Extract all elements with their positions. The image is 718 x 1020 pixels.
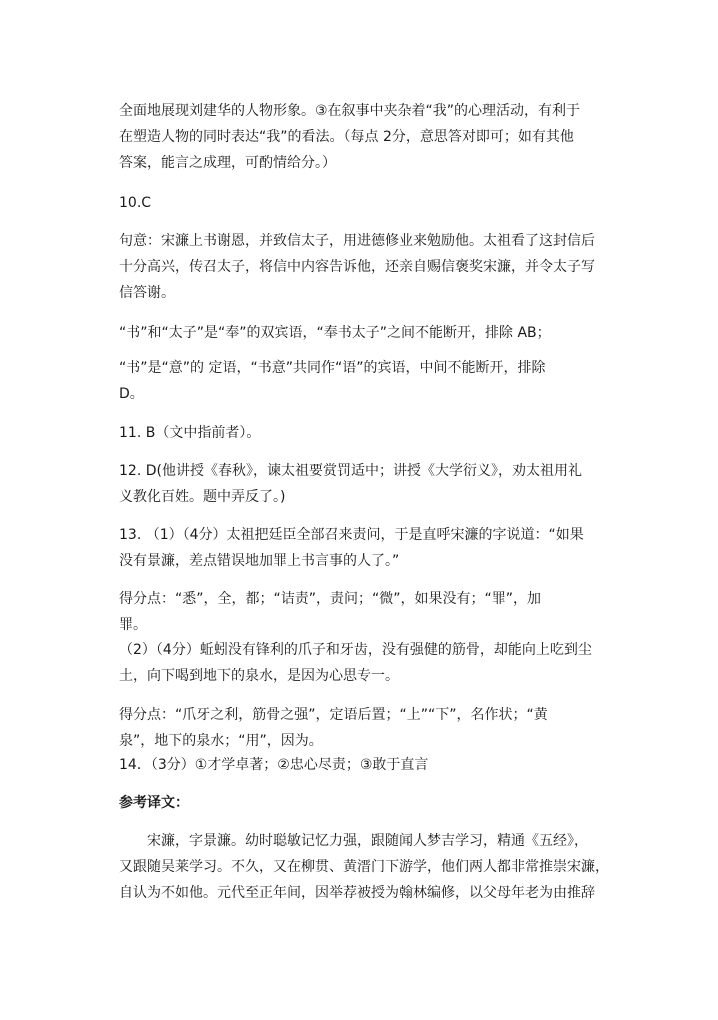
answer-12	[119, 458, 604, 510]
text-line: 信答谢。	[119, 285, 175, 301]
answer-13-2	[119, 637, 604, 689]
text-line: D。	[119, 386, 144, 402]
text-line: 全面地展现刘建华的人物形象。③在叙事中夹杂着“我”的心理活动，有利于	[119, 103, 581, 119]
answer-13-2-score	[119, 702, 604, 754]
text-line: 在塑造人物的同时表达“我”的看法。（每点 2分，意思答对即可；如有其他	[119, 129, 574, 145]
text-line: 土，向下喝到地下的泉水，是因为心思专一。	[119, 668, 399, 684]
text-line: 泉”，地下的泉水；“用”，因为。	[119, 733, 323, 749]
text-line: 十分高兴，传召太子，将信中内容告诉他，还亲自赐信褒奖宋濂，并令太子写	[119, 259, 595, 275]
reference-translation-body	[119, 828, 609, 906]
text-line: 罪。	[119, 617, 147, 633]
text-line: 又跟随吴莱学习。不久，又在柳贯、黄溍门下游学，他们两人都非常推崇宋濂，	[119, 859, 609, 875]
analysis-shu-2	[119, 355, 604, 407]
answer-9-continuation	[119, 98, 604, 176]
reference-translation-title	[119, 790, 604, 816]
answer-13-1	[119, 522, 604, 574]
answer-10	[119, 190, 604, 216]
text-line: 没有景濂，差点错误地加罪上书言事的人了。”	[119, 553, 400, 569]
answer-13-1-score	[119, 586, 604, 638]
text-line: 14．（3分）①才学卓著；②忠心尽责；③敢于直言	[119, 757, 429, 773]
text-line: 11. B（文中指前者）。	[119, 425, 261, 441]
text-line: 13. （1）（4分）太祖把廷臣全部召来责问，于是直呼宋濂的字说道：“如果	[119, 527, 584, 543]
section-heading: 参考译文：	[119, 795, 189, 811]
text-line: 宋濂，字景濂。幼时聪敏记忆力强，跟随闻人梦吉学习，精通《五经》，	[147, 833, 588, 849]
answer-11	[119, 420, 604, 446]
answer-14	[119, 752, 604, 778]
text-line: （2）（4分）蚯蚓没有锋利的爪子和牙齿，没有强健的筋骨，却能向上吃到尘	[119, 642, 592, 658]
analysis-shu-1	[119, 320, 604, 346]
text-line: “书”是“意”的 定语，“书意”共同作“语”的宾语，中间不能断开，排除	[119, 360, 546, 376]
text-line: 自认为不如他。元代至正年间，因举荐被授为翰林编修，以父母年老为由推辞	[119, 885, 595, 901]
text-line: 句意：宋濂上书谢恩，并致信太子，用进德修业来勉励他。太祖看了这封信后	[119, 233, 595, 249]
text-line: 12. D(他讲授《春秋》，谏太祖要赏罚适中；讲授《大学衍义》，劝太祖用礼	[119, 463, 582, 479]
sentence-translation	[119, 228, 604, 306]
text-line: 得分点：“悉”，全，都；“诘责”，责问；“微”，如果没有；“罪”，加	[119, 591, 542, 607]
text-line: 10.C	[119, 195, 152, 211]
text-line: 答案，能言之成理，可酌情给分。）	[119, 155, 336, 171]
text-line: “书”和“太子”是“奉”的双宾语，“奉书太子”之间不能断开，排除 AB；	[119, 325, 551, 341]
text-line: 义教化百姓。题中弄反了。)	[119, 489, 286, 505]
text-line: 得分点：“爪牙之利，筋骨之强”，定语后置；“上”“下”，名作状；“黄	[119, 707, 548, 723]
